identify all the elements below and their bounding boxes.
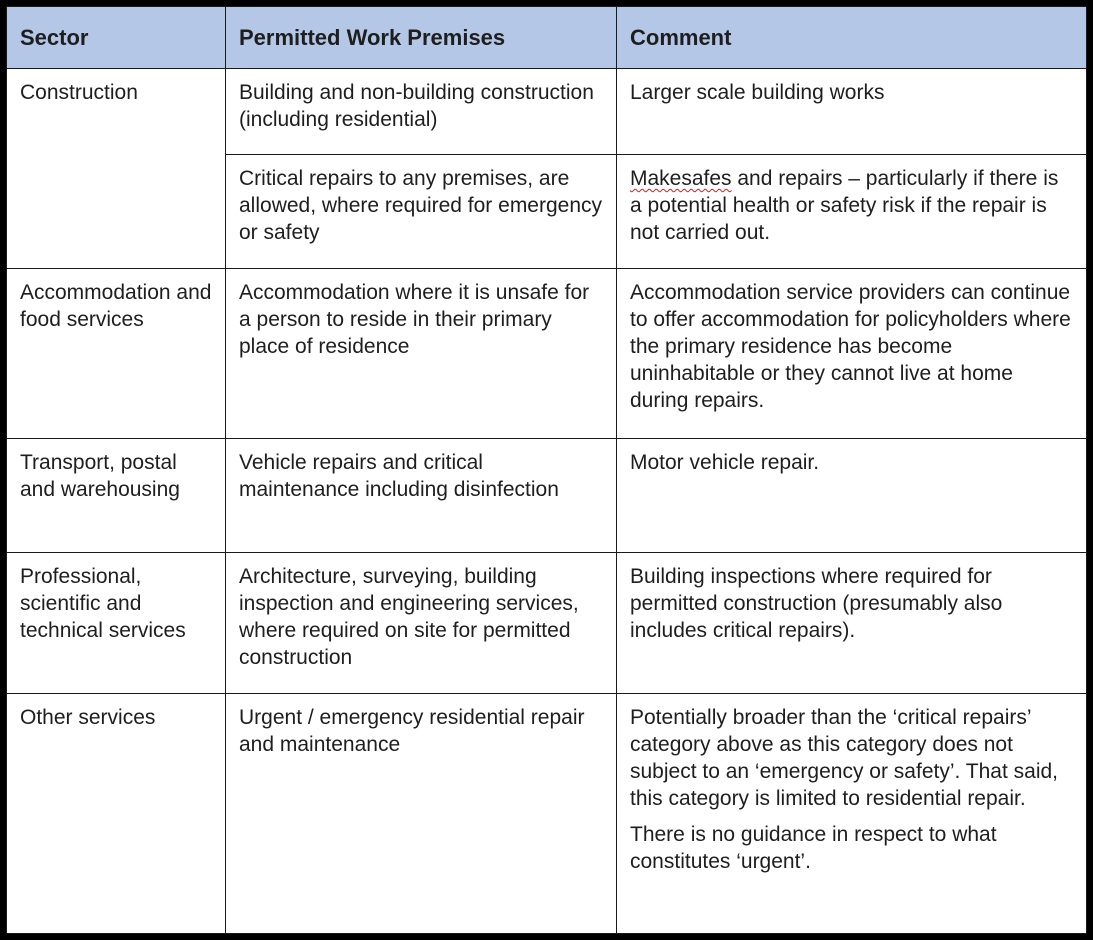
table-row	[7, 69, 1087, 155]
sector-cell: Accommodation and food services	[7, 269, 226, 439]
document-page	[6, 6, 1087, 934]
premises-cell: Accommodation where it is unsafe for a person to reside in their primary place of residence	[226, 269, 617, 439]
comment-paragraph	[630, 165, 1074, 246]
premises-cell: Building and non-building construction (including residential)	[226, 69, 617, 155]
comment-cell	[617, 553, 1087, 694]
header-sector: Sector	[7, 7, 226, 69]
permitted-work-table	[6, 6, 1087, 934]
sector-cell: Construction	[7, 69, 226, 269]
premises-cell: Critical repairs to any premises, are allowed, where required for emergency or safety	[226, 155, 617, 269]
table-row	[7, 553, 1087, 694]
comment-paragraph: Building inspections where required for permitted construction (presumably also includes critical repairs).	[630, 565, 1003, 642]
premises-cell: Urgent / emergency residential repair and maintenance	[226, 694, 617, 934]
comment-paragraph: Motor vehicle repair.	[630, 451, 820, 474]
comment-cell	[617, 155, 1087, 269]
comment-cell	[617, 694, 1087, 934]
spellcheck-flagged-word[interactable]: Makesafes	[630, 167, 732, 190]
comment-paragraph: There is no guidance in respect to what constitutes ‘urgent’.	[630, 823, 997, 873]
comment-text: and repairs – particularly if there is a potential health or safety risk if the repair is not carried out.	[630, 167, 1059, 244]
comment-paragraph: Accommodation service providers can continue to offer accommodation for policyholders where the primary residence has become uninhabitable or they cannot live at home during repairs.	[630, 281, 1071, 412]
table-row	[7, 269, 1087, 439]
comment-cell	[617, 269, 1087, 439]
comment-cell	[617, 69, 1087, 155]
comment-paragraph: Potentially broader than the ‘critical repairs’ category above as this category does not subject to an ‘emergency or safety’. That said, this category is limited to residential repair.	[630, 706, 1058, 810]
sector-cell: Transport, postal and warehousing	[7, 439, 226, 553]
table-header-row	[7, 7, 1087, 69]
premises-cell: Architecture, surveying, building inspection and engineering services, where required on site for permitted construction	[226, 553, 617, 694]
premises-cell: Vehicle repairs and critical maintenance including disinfection	[226, 439, 617, 553]
sector-cell: Other services	[7, 694, 226, 934]
table-row	[7, 694, 1087, 934]
comment-paragraph: Larger scale building works	[630, 81, 885, 104]
header-permitted-work-premises: Permitted Work Premises	[226, 7, 617, 69]
comment-cell	[617, 439, 1087, 553]
header-comment: Comment	[617, 7, 1087, 69]
table-row	[7, 439, 1087, 553]
sector-cell: Professional, scientific and technical services	[7, 553, 226, 694]
